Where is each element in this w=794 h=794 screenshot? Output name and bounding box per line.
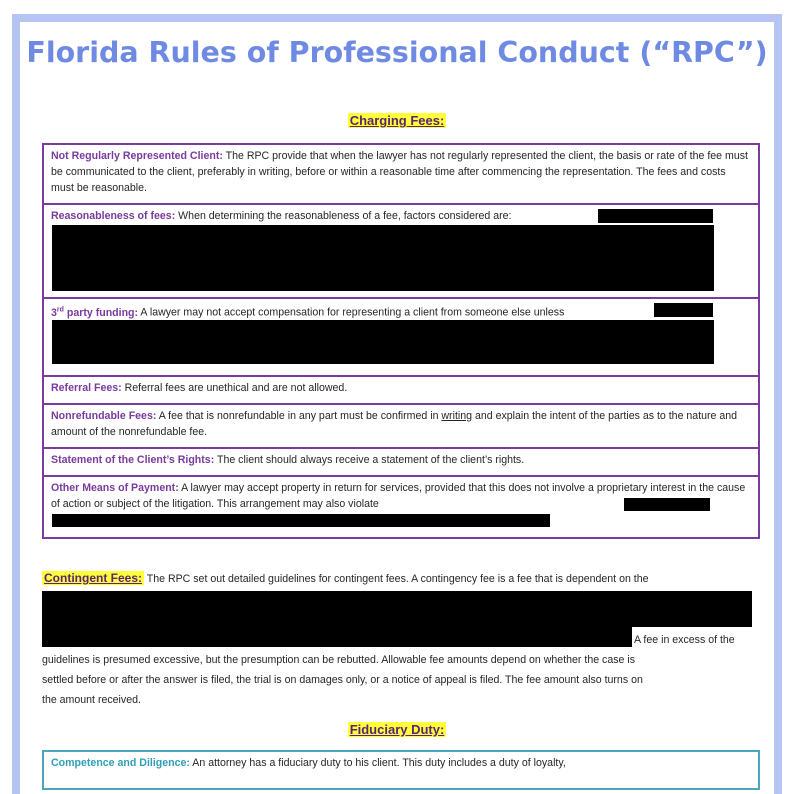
rule-text: A fee that is nonrefundable in any part must be confirmed in <box>156 410 442 422</box>
rule-box-nonrefundable-fees <box>42 403 760 449</box>
contingent-fees-line-3: guidelines is presumed excessive, but the presumption can be rebutted. Allowable fee amounts depend on whether the case is <box>42 654 636 666</box>
contingent-fees-text: The RPC set out detailed guidelines for contingent fees. A contingency fee is a fee that is dependent on the <box>144 573 649 585</box>
fiduciary-duty-heading-text: Fiduciary Duty: <box>349 722 445 737</box>
redaction-block <box>52 320 714 364</box>
redaction-block <box>42 627 632 647</box>
rule-text: An attorney has a fiduciary duty to his client. This duty includes a duty of loyalty, <box>189 757 566 769</box>
rule-lead <box>51 307 138 319</box>
fiduciary-duty-heading <box>0 722 794 737</box>
rule-box-competence-diligence <box>42 750 760 790</box>
contingent-fees-line-1 <box>42 568 754 590</box>
rule-text: A lawyer may not accept compensation for representing a client from someone else unless <box>138 306 565 319</box>
redaction-block <box>42 591 752 627</box>
document-title: Florida Rules of Professional Conduct (“RPC”) <box>26 36 768 69</box>
rule-box-referral-fees <box>42 375 760 405</box>
rule-text: Referral fees are unethical and are not allowed. <box>121 382 348 394</box>
rule-lead: Other Means of Payment: <box>51 482 179 494</box>
rule-lead: Reasonableness of fees: <box>51 210 176 222</box>
rule-text: When determining the reasonableness of a fee, factors considered are: <box>175 210 512 222</box>
rule-lead-superscript: rd <box>56 306 64 313</box>
charging-fees-heading <box>0 113 794 128</box>
rule-lead: Nonrefundable Fees: <box>51 410 157 422</box>
contingent-fees-line-2: A fee in excess of the <box>634 634 735 646</box>
redaction-block <box>52 225 714 291</box>
rule-lead: Referral Fees: <box>51 382 122 394</box>
redaction-block <box>654 303 713 317</box>
rule-text: and explain the intent of the parties as to the nature and amount of the nonrefundable fee. <box>51 410 738 438</box>
redaction-block <box>52 514 550 527</box>
rule-box-not-regularly-represented <box>42 143 760 205</box>
redaction-block <box>624 498 710 511</box>
rule-box-client-rights <box>42 447 760 477</box>
charging-fees-heading-text: Charging Fees: <box>349 113 445 128</box>
rule-text: The client should always receive a statement of the client’s rights. <box>214 454 525 466</box>
rule-text: The RPC provide that when the lawyer has not regularly represented the client, the basis or rate of the fee must be communicated to the client, preferably in writing, before or within a reasonable time after commencing the representation. The fees and costs must be reasonable. <box>51 150 748 194</box>
contingent-fees-heading: Contingent Fees: <box>44 571 142 585</box>
rule-lead: Not Regularly Represented Client: <box>51 150 223 162</box>
redaction-block <box>598 209 713 223</box>
rule-text: A lawyer may accept property in return for services, provided that this does not involve a proprietary interest in the cause of action or subject of the litigation. This arrangement may also violate <box>51 482 746 510</box>
rule-lead-label: party funding: <box>63 306 139 319</box>
rule-lead-number: 3 <box>51 306 57 319</box>
contingent-fees-line-5: the amount received. <box>42 694 141 706</box>
rule-lead: Competence and Diligence: <box>51 757 190 769</box>
contingent-fees-line-4: settled before or after the answer is filed, the trial is on damages only, or a notice of appeal is filed. The fee amount also turns on <box>42 674 643 686</box>
rule-lead: Statement of the Client’s Rights: <box>51 454 215 466</box>
rule-text-underlined: writing <box>441 410 473 422</box>
